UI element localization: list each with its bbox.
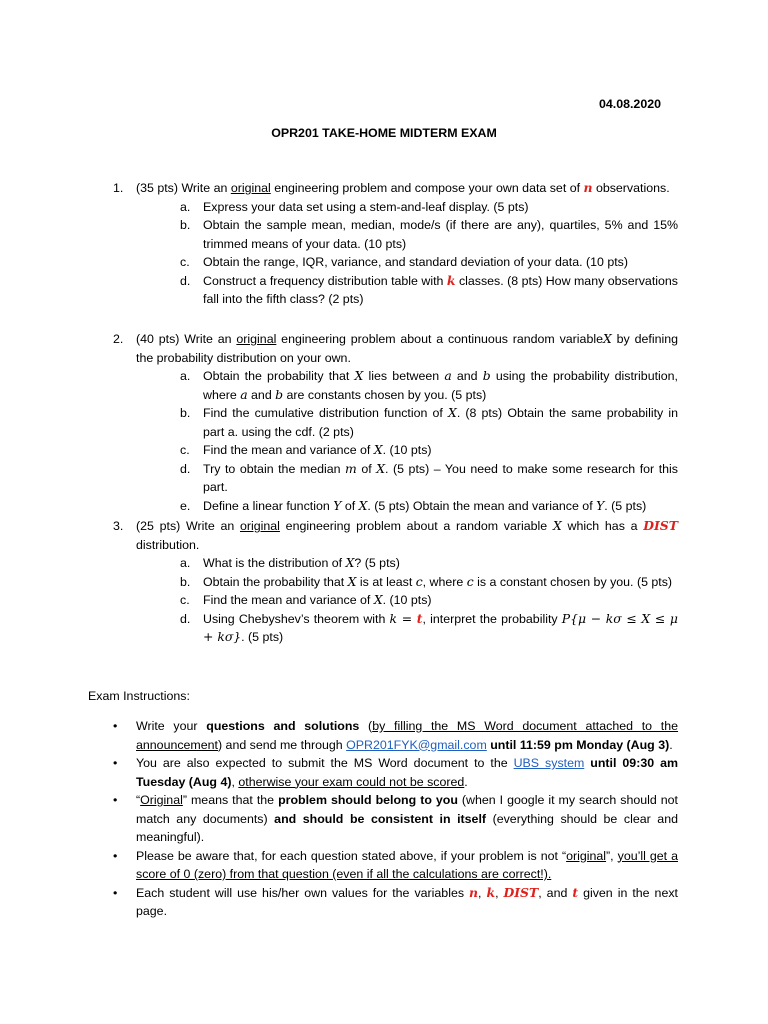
chebyshev-expression: P{μ − kσ ≤ X ≤ μ + kσ} xyxy=(203,610,678,644)
variable-dist: DIST xyxy=(643,518,678,533)
email-link[interactable]: OPR201FYK@gmail.com xyxy=(346,737,487,752)
ubs-system-link[interactable]: UBS system xyxy=(513,756,585,770)
variable-t: t xyxy=(416,610,423,626)
question-number: 3. xyxy=(113,519,124,533)
subquestion-1a: a. Express your data set using a stem-and-leaf display. (5 pts) xyxy=(180,199,529,214)
subquestion-1c: c. Obtain the range, IQR, variance, and standard deviation of your data. (10 pts) xyxy=(180,255,628,269)
instructions-list xyxy=(113,717,678,921)
instruction-item: • Write your questions and solutions (by filling the MS Word document attached to the announcement) and send me through OPR201FYK@gmail.com until 11:59 pm Monday (Aug 3). xyxy=(113,719,679,752)
subquestion-3d: d. Using Chebyshev’s theorem with k = t, interpret the probability P{μ − kσ ≤ X ≤ μ + kσ}. (5 pts) xyxy=(180,610,678,644)
bullet-icon: • xyxy=(113,719,118,733)
variable-n: n xyxy=(583,180,593,195)
question-2 xyxy=(113,330,678,515)
question-text: (25 pts) Write an original engineering problem about a random variable X which has a DIST distribution. xyxy=(136,518,678,552)
question-3 xyxy=(113,517,678,647)
subquestion-2a: a. Obtain the probability that X lies between a and b using the probability distribution, where a and b are constants chosen by you. (5 pts) xyxy=(180,368,679,402)
subquestion-2d: d. Try to obtain the median m of X. (5 pts) – You need to make some research for this part. xyxy=(180,460,678,494)
instruction-item: • Each student will use his/her own values for the variables n, k, DIST, and t given in the next page. xyxy=(113,884,678,918)
subquestion-3b: b. Obtain the probability that X is at least c, where c is a constant chosen by you. (5 pts) xyxy=(180,573,673,589)
instructions-heading: Exam Instructions: xyxy=(88,689,190,703)
question-text: (35 pts) Write an original engineering problem and compose your own data set of n observations. xyxy=(136,180,670,195)
bullet-icon: • xyxy=(113,793,118,807)
instruction-item: • Please be aware that, for each question stated above, if your problem is not “original”, you’ll get a score of 0 (zero) from that question (even if all the calculations are correct!). xyxy=(113,848,678,881)
question-1 xyxy=(113,179,678,309)
bullet-icon: • xyxy=(113,848,118,863)
subquestion-1d: d. Construct a frequency distribution table with k classes. (8 pts) How many observations fall into the fifth class? (2 pts) xyxy=(180,272,678,306)
subquestion-2e: e. Define a linear function Y of X. (5 pts) Obtain the mean and variance of Y. (5 pts) xyxy=(180,497,647,513)
question-number: 1. xyxy=(113,181,124,195)
instruction-item: • You are also expected to submit the MS Word document to the UBS system until 09:30 am Tuesday (Aug 4), otherwise your exam could not be scored. xyxy=(113,756,678,789)
subquestion-3c: c. Find the mean and variance of X. (10 pts) xyxy=(180,592,432,607)
bullet-icon: • xyxy=(113,885,118,900)
exam-date: 04.08.2020 xyxy=(598,97,661,111)
exam-title: OPR201 TAKE-HOME MIDTERM EXAM xyxy=(271,126,497,140)
variable-k: k xyxy=(446,272,456,288)
subquestion-3a: a. What is the distribution of X? (5 pts) xyxy=(180,555,400,570)
question-number: 2. xyxy=(113,332,124,346)
subquestion-2c: c. Find the mean and variance of X. (10 pts) xyxy=(180,442,432,457)
bullet-icon: • xyxy=(113,756,118,770)
subquestion-1b: b. Obtain the sample mean, median, mode/s (if there are any), quartiles, 5% and 15% trimmed means of your data. (10 pts) xyxy=(180,218,678,251)
subquestion-2b: b. Find the cumulative distribution function of X. (8 pts) Obtain the same probability in part a. using the cdf. (2 pts) xyxy=(180,405,678,439)
question-text: (40 pts) Write an original engineering problem about a continuous random variableX by defining the probability distribution on your own. xyxy=(136,331,678,365)
instruction-item: • “Original” means that the problem should belong to you (when I google it my search should not match any documents) and should be consistent in itself (everything should be clear and meaningful). xyxy=(113,793,678,844)
